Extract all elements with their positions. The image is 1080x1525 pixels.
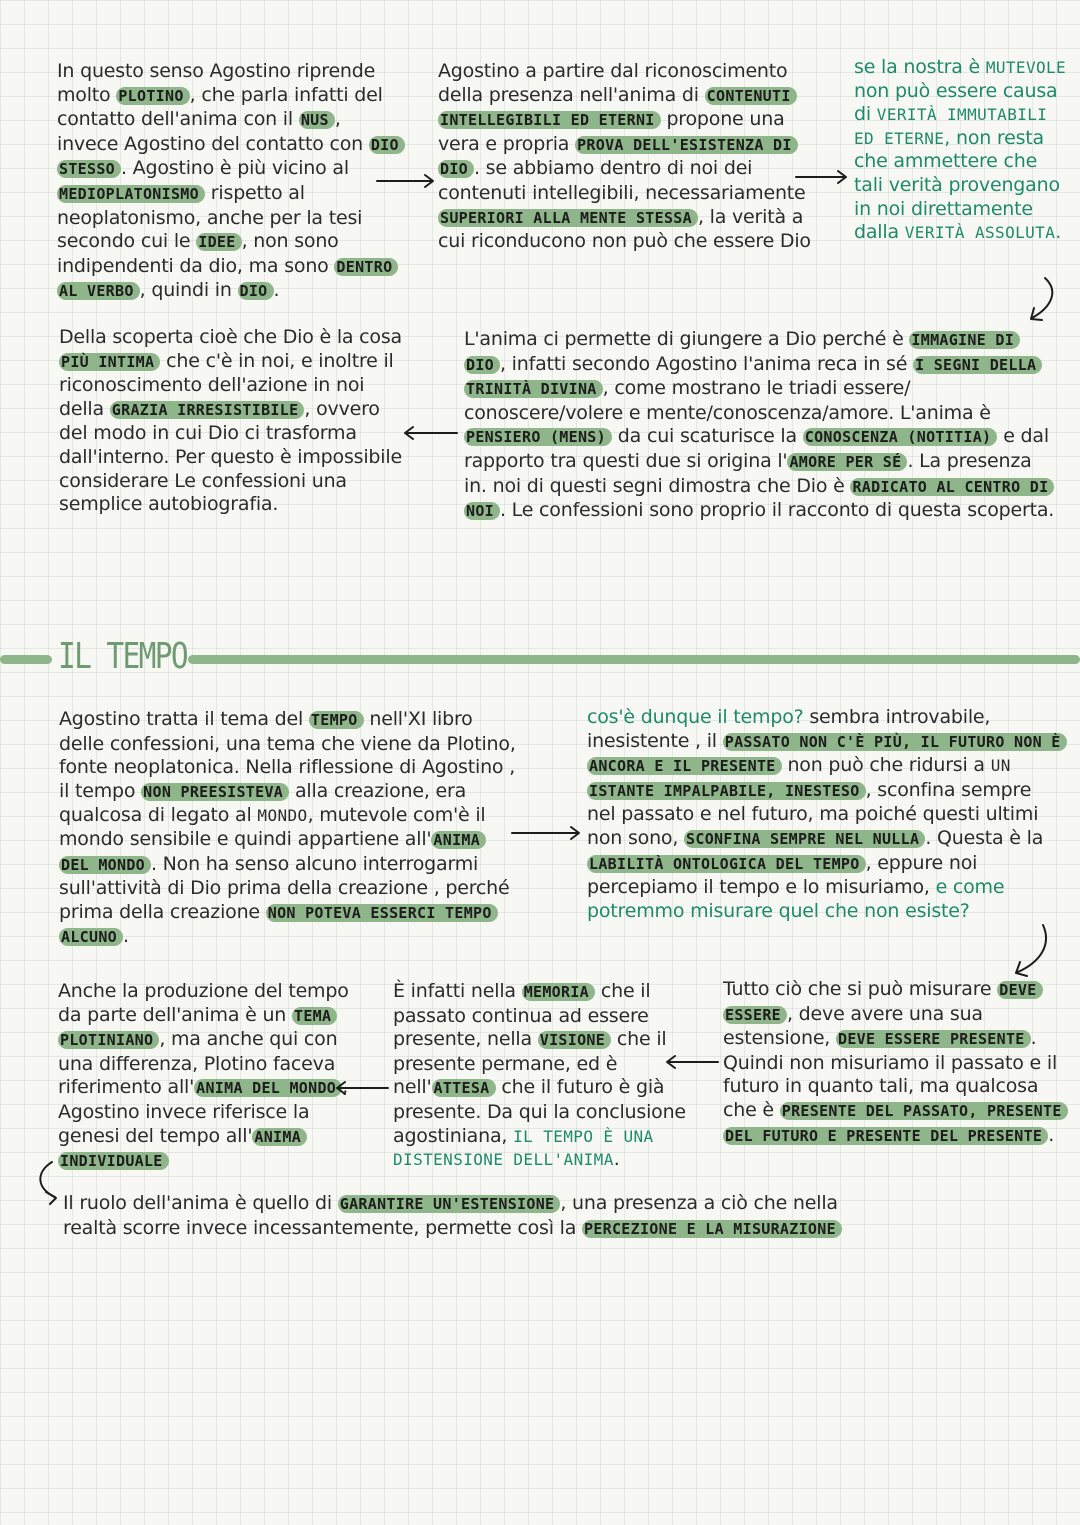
highlight: AMORE PER SÉ xyxy=(787,453,907,471)
note-block-tempo-intro: Agostino tratta il tema del TEMPO nell'XI libro delle confessioni, una tema che viene da Plotino, fonte neoplatonica. Nella riflessione di Agostino , il tempo NON PREESISTEVA alla creazione, era qualcosa di legato al MONDO, mutevole com'è il mondo sensibile e quindi appartiene all' ANIMA DEL MONDO . Non ha senso alcuno interrogarmi sull'attività di Dio prima della creazione , perché prima della creazione NON POTEVA ESSERCI TEMPO ALCUNO . xyxy=(59,708,516,948)
caps-text: MUTEVOLE xyxy=(985,58,1067,77)
arrow-right-icon xyxy=(512,827,579,839)
highlight: DEVE ESSERE PRESENTE xyxy=(836,1030,1031,1048)
highlight: TEMPO xyxy=(309,711,364,729)
curved-arrow-icon xyxy=(1031,278,1052,320)
arrow-right-icon xyxy=(796,171,846,183)
highlight: NUS xyxy=(299,111,335,129)
curved-arrow-icon xyxy=(1016,925,1046,976)
highlight: NON PREESISTEVA xyxy=(141,783,289,801)
note-block-anima-immagine: L'anima ci permette di giungere a Dio perché è IMMAGINE DI DIO , infatti secondo Agostino l'anima reca in sé I SEGNI DELLA TRINITÀ DIVINA , come mostrano le triadi essere/ conoscere/volere e mente/conoscenza/amore. L'anima è PENSIERO (MENS) da cui scaturisce la CONOSCENZA (NOTITIA) e dal rapporto tra questi due si origina l' AMORE PER SÉ . La presenza in. noi di questi segni dimostra che Dio è RADICATO AL CENTRO DI NOI . Le confessioni sono proprio il racconto di questa scoperta. xyxy=(464,328,1055,522)
caps-text: MONDO xyxy=(257,806,308,826)
highlight: DENTRO AL VERBO xyxy=(57,258,398,301)
highlight: ISTANTE IMPALPABILE, INESTESO xyxy=(587,782,866,800)
section-title: IL TEMPO xyxy=(58,636,188,677)
note-block-misurare: Tutto ciò che si può misurare DEVE ESSERE , deve avere una sua estensione, DEVE ESSERE PRESENTE . Quindi non misuriamo il passato e il futuro in quanto tali, ma qualcosa che è PRESENTE DEL PASSATO, PRESENTE DEL FUTURO E PRESENTE DEL PRESENTE . xyxy=(723,978,1063,1148)
arrow-right-icon xyxy=(377,175,433,187)
note-block-tema-plotiniano: Anche la produzione del tempo da parte dell'anima è un TEMA PLOTINIANO , ma anche qui con una differenza, Plotino faceva riferimento all' ANIMA DEL MONDO , Agostino invece riferisce la genesi del tempo all' ANIMA INDIVIDUALE xyxy=(58,980,349,1171)
note-block-memoria: È infatti nella MEMORIA che il passato continua ad essere presente, nella VISIONE che il presente permane, ed è nell' ATTESA che il futuro è già presente. Da qui la conclusione agostiniana, IL TEMPO È UNA DISTENSIONE DELL'ANIMA. xyxy=(393,980,686,1171)
highlight: DEVE ESSERE xyxy=(723,981,1043,1024)
highlight: ANIMA DEL MONDO xyxy=(59,831,486,874)
highlight: LABILITÀ ONTOLOGICA DEL TEMPO xyxy=(587,855,866,873)
highlight: PRESENTE DEL PASSATO, PRESENTE DEL FUTURO E PRESENTE DEL PRESENTE xyxy=(723,1102,1068,1145)
highlight: PLOTINO xyxy=(116,87,189,105)
caps-text: VERITÀ ASSOLUTA xyxy=(904,223,1056,243)
curved-arrow-icon xyxy=(40,1162,56,1204)
arrow-left-icon xyxy=(405,427,457,439)
highlight: TEMA PLOTINIANO xyxy=(58,1007,337,1050)
highlight: CONTENUTI INTELLEGIBILI ED ETERNI xyxy=(438,87,797,130)
highlight: NON POTEVA ESSERCI TEMPO ALCUNO xyxy=(59,904,498,947)
highlight: ANIMA DEL MONDO xyxy=(194,1079,342,1097)
highlight: CONOSCENZA (NOTITIA) xyxy=(803,428,998,446)
highlight: PROVA DELL'ESISTENZA DI DIO xyxy=(438,136,798,179)
caps-text: VERITÀ IMMUTABILI ED ETERNE xyxy=(854,105,1048,148)
note-block-prova-esistenza: Agostino a partire dal riconoscimento della presenza nell'anima di CONTENUTI INTELLEGIBILI ED ETERNI propone una vera e propria PROVA DELL'ESISTENZA DI DIO . se abbiamo dentro di noi dei contenuti intellegibili, necessariamente SUPERIORI ALLA MENTE STESSA , la verità a cui riconducono non può che essere Dio xyxy=(438,60,811,253)
note-block-plotino: In questo senso Agostino riprende molto PLOTINO , che parla infatti del contatto dell'anima con il NUS , invece Agostino del contatto con DIO STESSO . Agostino è più vicino al MEDIOPLATONISMO rispetto al neoplatonismo, anche per la tesi secondo cui le IDEE , non sono indipendenti da dio, ma sono DENTRO AL VERBO , quindi in DIO . xyxy=(57,60,407,304)
distensione-text: IL TEMPO È UNA DISTENSIONE DELL'ANIMA xyxy=(393,1126,654,1170)
arrow-left-icon xyxy=(667,1056,718,1068)
highlight: VISIONE xyxy=(538,1031,611,1049)
highlight: MEMORIA xyxy=(522,983,595,1001)
highlight: IMMAGINE DI DIO xyxy=(464,331,1020,374)
highlight: GARANTIRE UN'ESTENSIONE xyxy=(338,1195,561,1213)
highlight: SCONFINA SEMPRE NEL NULLA xyxy=(684,830,925,848)
highlight: MEDIOPLATONISMO xyxy=(57,185,205,203)
caps-text: UN xyxy=(990,756,1011,776)
highlight: ANIMA INDIVIDUALE xyxy=(58,1128,307,1171)
highlight: DIO STESSO xyxy=(57,136,405,179)
highlight: PASSATO NON C'È PIÙ, IL FUTURO NON È ANCORA E IL PRESENTE xyxy=(587,733,1067,776)
highlight: I SEGNI DELLA TRINITÀ DIVINA xyxy=(464,356,1042,399)
highlight: ATTESA xyxy=(432,1079,496,1097)
highlight: RADICATO AL CENTRO DI NOI xyxy=(464,478,1054,521)
note-block-scoperta: Della scoperta cioè che Dio è la cosa PIÙ INTIMA che c'è in noi, e inoltre il riconoscimento dell'azione in noi della GRAZIA IRRESISTIBILE , ovvero del modo in cui Dio ci trasforma dall'interno. Per questo è impossibile considerare Le confessioni una semplice autobiografia. xyxy=(59,326,402,516)
highlight: PENSIERO (MENS) xyxy=(464,428,612,446)
highlight: PERCEZIONE E LA MISURAZIONE xyxy=(582,1220,842,1238)
highlight: GRAZIA IRRESISTIBILE xyxy=(110,401,305,419)
highlight: SUPERIORI ALLA MENTE STESSA xyxy=(438,209,698,227)
note-block-verita-assoluta: se la nostra è MUTEVOLE non può essere causa di VERITÀ IMMUTABILI ED ETERNE, non resta che ammettere che tali verità provengano in noi direttamente dalla VERITÀ ASSOLUTA. xyxy=(854,56,1067,244)
arrow-left-icon xyxy=(337,1082,388,1094)
highlight: IDEE xyxy=(196,233,241,251)
note-block-ruolo-anima: Il ruolo dell'anima è quello di GARANTIRE UN'ESTENSIONE , una presenza a ciò che nella realtà scorre invece incessantemente, permette così la PERCEZIONE E LA MISURAZIONE xyxy=(63,1192,853,1241)
highlight: PIÙ INTIMA xyxy=(59,353,160,371)
highlight: DIO xyxy=(238,282,274,300)
note-block-cos-e-tempo: cos'è dunque il tempo? sembra introvabile, inesistente , il PASSATO NON C'È PIÙ, IL FUTURO NON È ANCORA E IL PRESENTE non può che ridursi a UN ISTANTE IMPALPABILE, INESTESO , sconfina sempre nel passato e nel futuro, ma poiché questi ultimi non sono, SCONFINA SEMPRE NEL NULLA . Questa è la LABILITÀ ONTOLOGICA DEL TEMPO , eppure noi percepiamo il tempo e lo misuriamo, e come potremmo misurare quel che non esiste? xyxy=(587,706,1062,923)
